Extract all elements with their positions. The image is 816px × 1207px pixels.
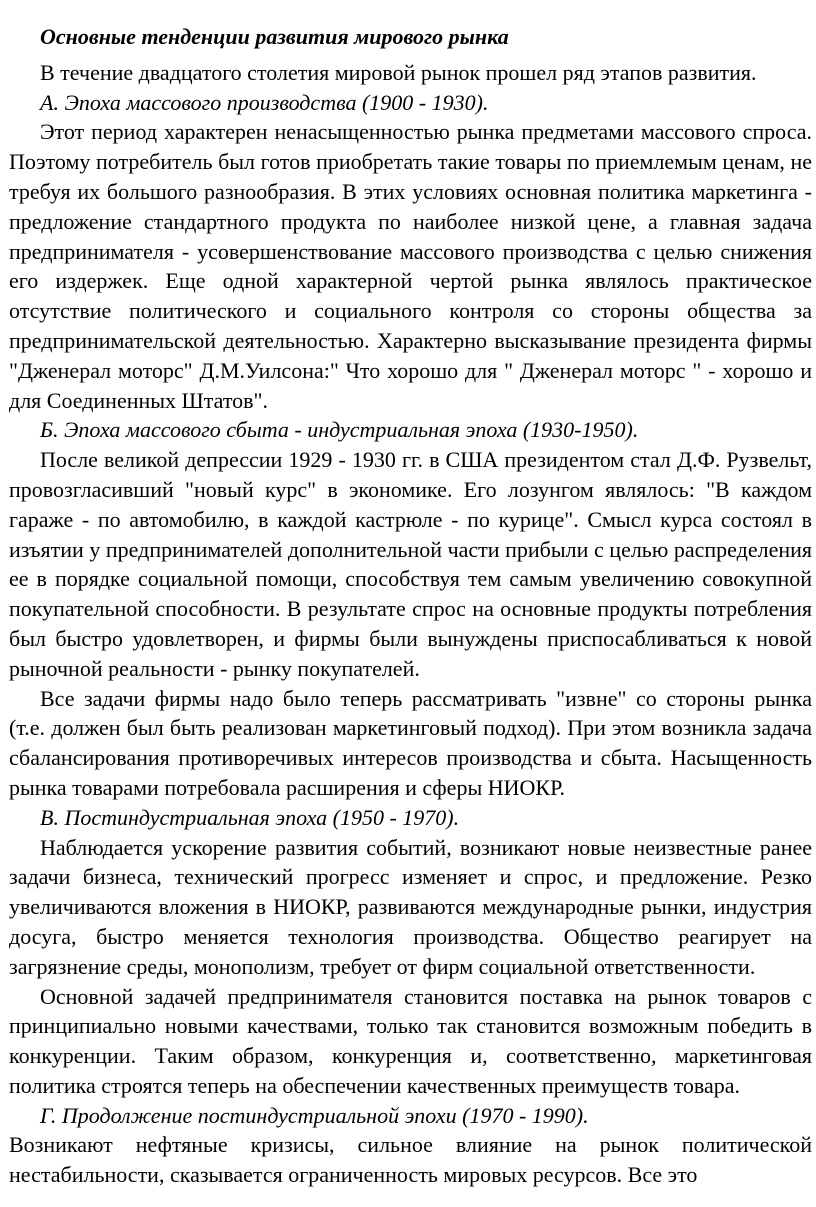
section-c-title: В. Постиндустриальная эпоха (1950 - 1970). bbox=[40, 804, 460, 830]
section-a-title: А. Эпоха массового производства (1900 - 1930). bbox=[40, 89, 489, 115]
section-c-paragraph-1: Наблюдается ускорение развития событий, возникают новые неизвестные ранее задачи бизнеса, технический прогресс изменяет и спрос, и предложение. Резко увеличиваются вложения в НИОКР, развиваются международные рынки, индустрия досуга, быстро меняется технология производства. Общество реагирует на загрязнение среды, монополизм, требует от фирм социальной ответственности. bbox=[9, 834, 812, 979]
section-a-paragraph-1: Этот период характерен ненасыщенностью рынка предметами массового спроса. Поэтому потребитель был готов приобретать такие товары по приемлемым ценам, не требуя их большого разнообразия. В этих условиях основная политика маркетинга - предложение стандартного продукта по наиболее низкой цене, а главная задача предпринимателя - усовершенствование массового производства с целью снижения его издержек. Еще одной характерной чертой рынка являлось практическое отсутствие политического и социального контроля со стороны общества за предпринимательской деятельностью. Характерно высказывание президента фирмы "Дженерал моторс" Д.М.Уилсона:" Что хорошо для " Дженерал моторс " - хорошо и для Соединенных Штатов". bbox=[9, 119, 812, 413]
document-title: Основные тенденции развития мирового рынка bbox=[40, 24, 509, 49]
section-c-paragraph-2: Основной задачей предпринимателя становится поставка на рынок товаров с принципиально новыми качествами, только так становится возможным победить в конкуренции. Таким образом, конкуренция и, соответственно, маркетинговая политика строятся теперь на обеспечении качественных преимуществ товара. bbox=[9, 983, 812, 1098]
section-b-title: Б. Эпоха массового сбыта - индустриальная эпоха (1930-1950). bbox=[40, 417, 639, 443]
section-b-paragraph-1: После великой депрессии 1929 - 1930 гг. в США президентом стал Д.Ф. Рузвельт, провозгласивший "новый курс" в экономике. Его лозунгом являлось: "В каждом гараже - по автомобилю, в каждой кастрюле - по курице". Смысл курса состоял в изъятии у предпринимателей дополнительной части прибыли с целью распределения ее в порядке социальной помощи, способствуя тем самым увеличению совокупной покупательной способности. В результате спрос на основные продукты потребления был быстро удовлетворен, и фирмы были вынуждены приспосабливаться к новой рыночной реальности - рынку покупателей. bbox=[9, 447, 812, 681]
section-d-title: Г. Продолжение постиндустриальной эпохи (1970 - 1990). bbox=[40, 1102, 589, 1128]
intro-paragraph: В течение двадцатого столетия мировой рынок прошел ряд этапов развития. bbox=[40, 59, 757, 85]
document-content bbox=[9, 22, 812, 1190]
section-b-paragraph-2: Все задачи фирмы надо было теперь рассматривать "извне" со стороны рынка (т.е. должен был быть реализован маркетинговый подход). При этом возникла задача сбалансирования противоречивых интересов производства и сбыта. Насыщенность рынка товарами потребовала расширения и сферы НИОКР. bbox=[9, 685, 812, 800]
section-d-paragraph-1: Возникают нефтяные кризисы, сильное влияние на рынок политической нестабильности, сказывается ограниченность мировых ресурсов. Все это bbox=[9, 1132, 812, 1188]
